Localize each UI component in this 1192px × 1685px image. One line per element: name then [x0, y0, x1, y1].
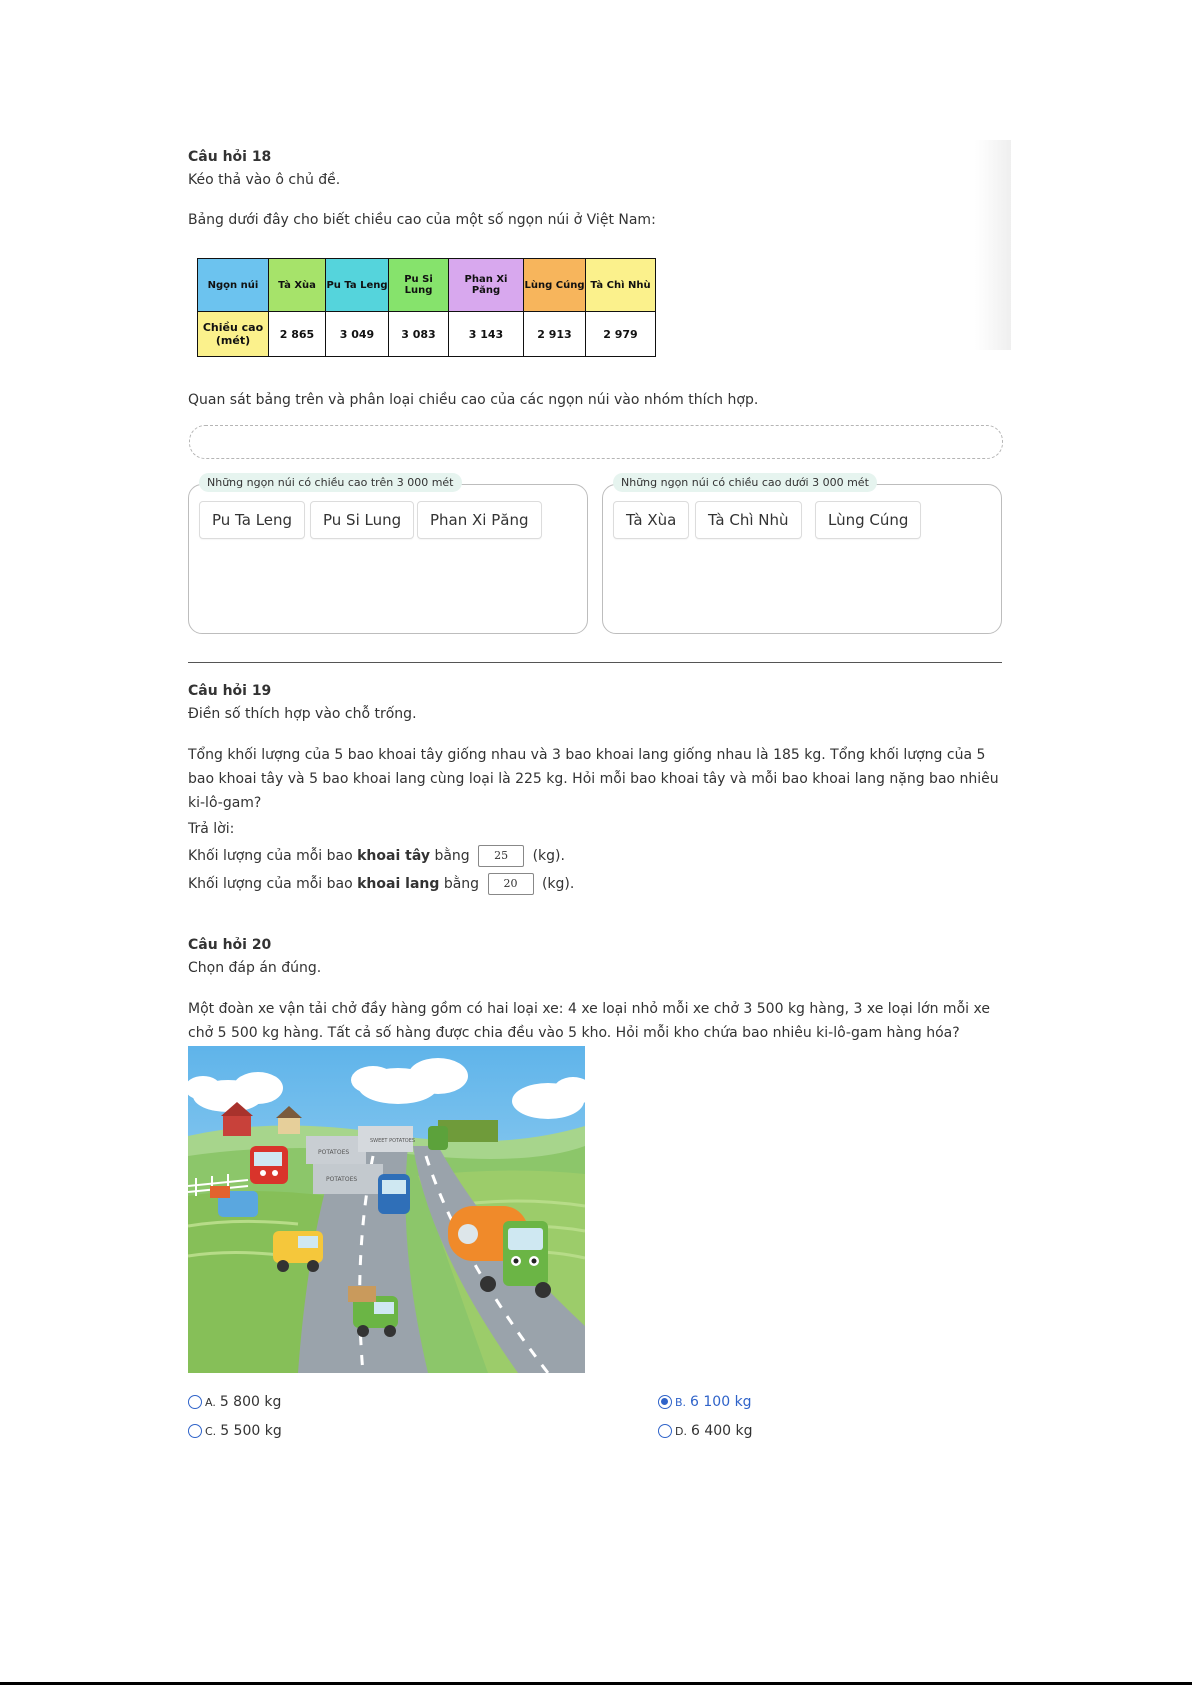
chip-mountain[interactable]: Pu Ta Leng: [199, 501, 305, 539]
answer-bold-text: khoai tây: [357, 848, 430, 864]
sweet-potato-weight-input[interactable]: 20: [488, 873, 534, 895]
q20-subtitle: Chọn đáp án đúng.: [188, 960, 322, 976]
group-above-3000[interactable]: [188, 476, 588, 634]
q20-problem-line: chở 5 500 kg hàng. Tất cả số hàng được chia đều vào 5 kho. Hỏi mỗi kho chứa bao nhiêu ki-lô-gam hàng hóa?: [188, 1025, 960, 1041]
answer-text: Khối lượng của mỗi bao: [188, 848, 353, 864]
group-below-label: Những ngọn núi có chiều cao dưới 3 000 mét: [613, 473, 877, 492]
radio-icon[interactable]: [188, 1395, 202, 1409]
scroll-shadow: [975, 140, 1011, 350]
option-letter: A.: [205, 1395, 216, 1409]
table-height-value: 3 143: [449, 312, 524, 357]
q19-title: Câu hỏi 19: [188, 683, 272, 699]
mountain-table: [197, 258, 656, 357]
radio-icon[interactable]: [188, 1424, 202, 1438]
answer-text: bằng: [434, 848, 470, 864]
answer-text: Khối lượng của mỗi bao: [188, 876, 353, 892]
q19-answer-line-1: [188, 845, 565, 867]
table-mountain-name: Tà Chì Nhù: [586, 259, 656, 312]
option-text: 6 400 kg: [690, 1423, 753, 1439]
trucks-illustration: [188, 1046, 585, 1373]
chip-mountain[interactable]: Pu Si Lung: [310, 501, 414, 539]
table-value-label: Chiều cao (mét): [198, 312, 269, 357]
option-d[interactable]: [658, 1423, 753, 1439]
option-text: 5 800 kg: [219, 1394, 282, 1410]
q18-title: Câu hỏi 18: [188, 149, 272, 165]
chip-mountain[interactable]: Lùng Cúng: [815, 501, 921, 539]
table-mountain-name: Pu Ta Leng: [326, 259, 389, 312]
q19-answer-line-2: [188, 873, 574, 895]
table-height-value: 2 913: [524, 312, 586, 357]
table-mountain-name: Phan Xi Păng: [449, 259, 524, 312]
option-c[interactable]: [188, 1423, 282, 1439]
truck-label-potatoes: POTATOES: [318, 1149, 350, 1156]
q19-subtitle: Điền số thích hợp vào chỗ trống.: [188, 706, 417, 722]
answer-unit: (kg).: [532, 848, 565, 864]
chip-mountain[interactable]: Tà Chì Nhù: [695, 501, 802, 539]
group-below-3000[interactable]: [602, 476, 1002, 634]
option-text: 6 100 kg: [690, 1394, 752, 1410]
table-height-value: 2 979: [586, 312, 656, 357]
option-b[interactable]: [658, 1394, 752, 1410]
option-text: 5 500 kg: [220, 1423, 282, 1439]
potato-weight-input[interactable]: 25: [478, 845, 524, 867]
option-letter: C.: [205, 1424, 217, 1438]
q18-intro: Bảng dưới đây cho biết chiều cao của một số ngọn núi ở Việt Nam:: [188, 212, 656, 228]
table-height-value: 2 865: [269, 312, 326, 357]
q18-instruction: Quan sát bảng trên và phân loại chiều cao của các ngọn núi vào nhóm thích hợp.: [188, 392, 759, 408]
table-mountain-name: Lùng Cúng: [524, 259, 586, 312]
answer-unit: (kg).: [541, 876, 575, 892]
q19-answer-label: Trả lời:: [188, 821, 235, 837]
radio-icon[interactable]: [658, 1424, 672, 1438]
option-letter: B.: [675, 1395, 687, 1409]
q18-subtitle: Kéo thả vào ô chủ đề.: [188, 172, 341, 188]
truck-label-sweet-potatoes: SWEET POTATOES: [370, 1138, 416, 1144]
table-mountain-name: Pu Si Lung: [389, 259, 449, 312]
q19-problem: [188, 743, 1008, 815]
truck-label-potatoes-2: POTATOES: [326, 1176, 358, 1183]
option-a[interactable]: [188, 1394, 281, 1410]
option-letter: D.: [675, 1424, 687, 1438]
table-height-value: 3 083: [389, 312, 449, 357]
q19-problem-line: bao khoai tây và 5 bao khoai lang cùng loại là 225 kg. Hỏi mỗi bao khoai tây và mỗi bao khoai lang nặng bao nhiêu: [188, 771, 999, 787]
section-divider: [188, 662, 1002, 663]
radio-selected-icon[interactable]: [658, 1395, 672, 1409]
q20-problem: [188, 997, 1018, 1045]
group-above-label: Những ngọn núi có chiều cao trên 3 000 mét: [199, 473, 462, 492]
q19-problem-line: ki-lô-gam?: [188, 795, 262, 811]
answer-bold-text: khoai lang: [357, 876, 440, 892]
q19-problem-line: Tổng khối lượng của 5 bao khoai tây giống nhau và 3 bao khoai lang giống nhau là 185 kg. Tổng khối lượng của 5: [188, 747, 986, 763]
table-header-label: Ngọn núi: [198, 259, 269, 312]
q20-problem-line: Một đoàn xe vận tải chở đầy hàng gồm có hai loại xe: 4 xe loại nhỏ mỗi xe chở 3 500 kg hàng, 3 xe loại lớn mỗi xe: [188, 1001, 990, 1017]
drag-source-zone[interactable]: [189, 425, 1003, 459]
table-height-value: 3 049: [326, 312, 389, 357]
q20-title: Câu hỏi 20: [188, 937, 272, 953]
answer-text: bằng: [443, 876, 480, 892]
chip-mountain[interactable]: Tà Xùa: [613, 501, 689, 539]
table-mountain-name: Tà Xùa: [269, 259, 326, 312]
chip-mountain[interactable]: Phan Xi Păng: [417, 501, 542, 539]
